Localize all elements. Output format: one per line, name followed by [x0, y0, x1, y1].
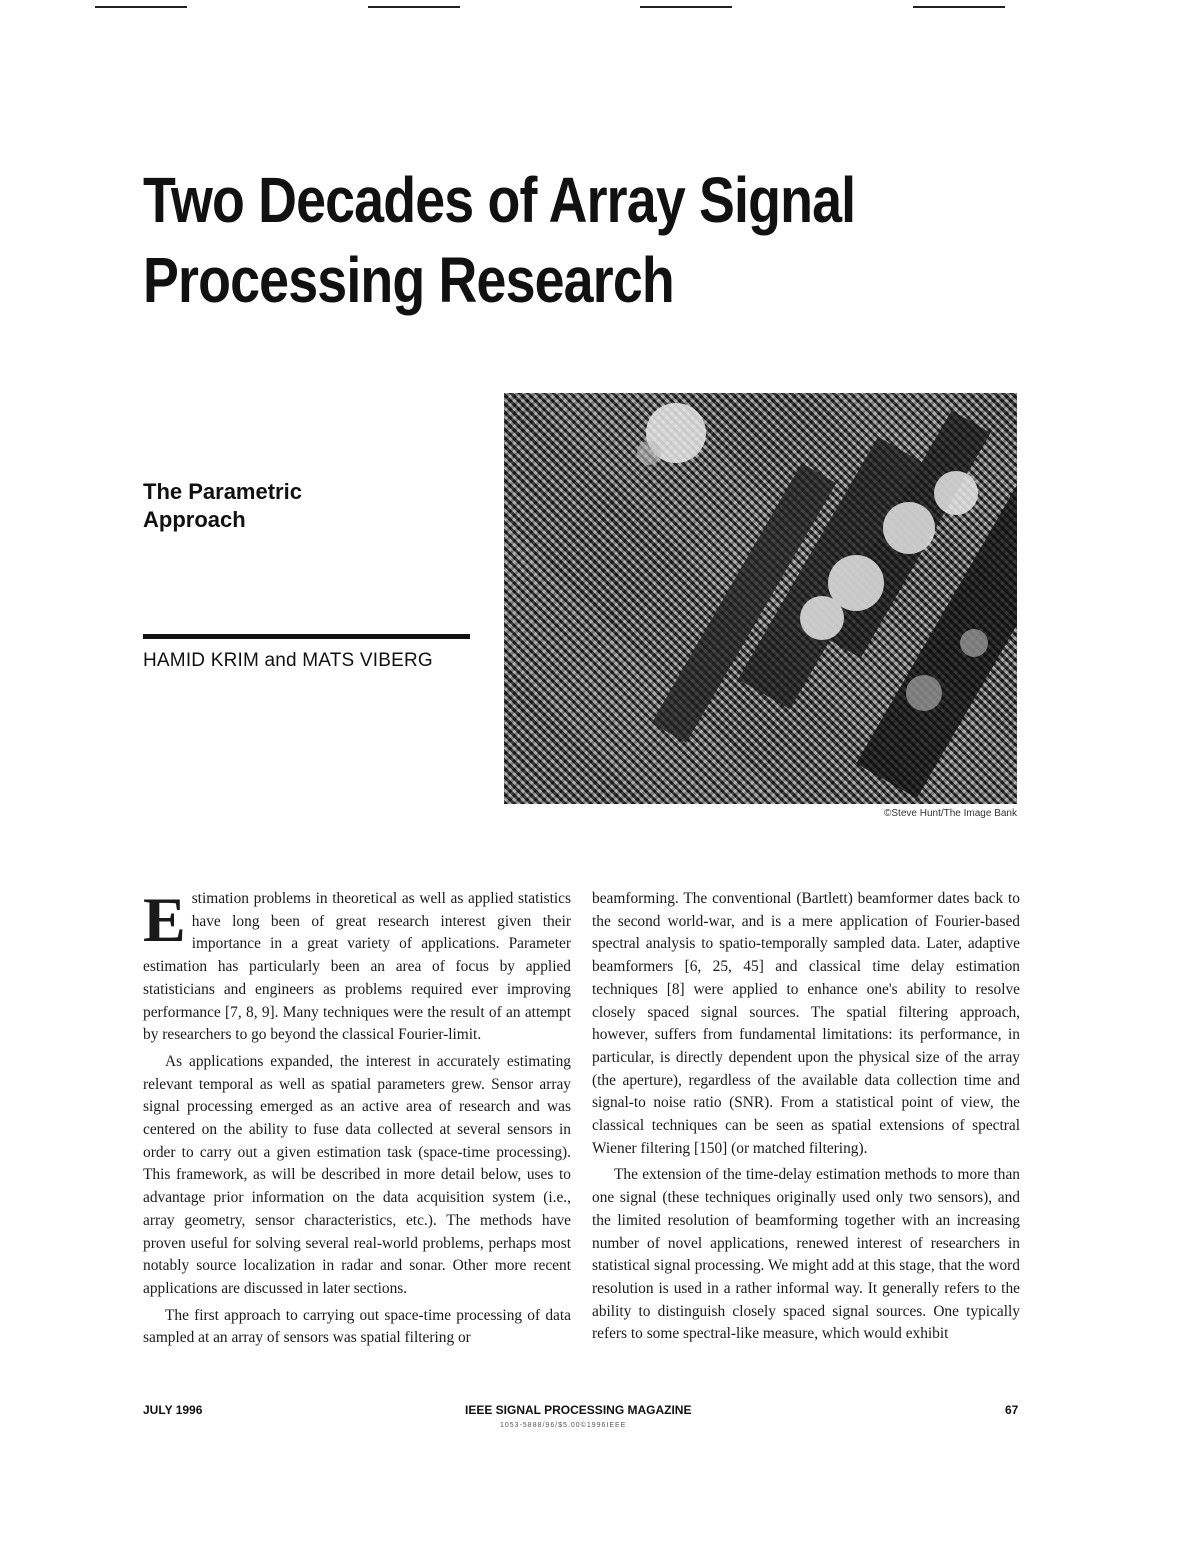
drop-cap: E — [143, 884, 186, 955]
footer-date: JULY 1996 — [143, 1403, 203, 1417]
article-illustration — [504, 393, 1017, 804]
paragraph-5: The extension of the time-delay estimation methods to more than one signal (these techniques originally used only two sensors), and the limited resolution of beamforming together with an increasing number of novel applications, renewed interest of researchers in statistical signal processing. We might add at this stage, that the word resolution is used in a rather informal way. It generally refers to the ability to distinguish closely spaced signal sources. One typically refers to some spectral-like measure, which would exhibit — [592, 1166, 1020, 1343]
footer-magazine: IEEE SIGNAL PROCESSING MAGAZINE — [465, 1403, 692, 1417]
top-rule-3 — [640, 6, 732, 8]
paragraph-1 — [143, 884, 571, 1047]
article-authors: HAMID KRIM and MATS VIBERG — [143, 650, 433, 671]
paragraph-4: beamforming. The conventional (Bartlett) beamformer dates back to the second world-war, and is a mere application of Fourier-based spectral analysis to spatio-temporally sampled data. Later, adaptive beamformers [6, 25, 45] and classical time delay estimation techniques [8] were applied to enhance one's ability to resolve closely spaced signal sources. The spatial filtering approach, however, suffers from fundamental limitations: its performance, in particular, is directly dependent upon the physical size of the array (the aperture), regardless of the available data collection time and signal-to noise ratio (SNR). From a statistical point of view, the classical techniques can be seen as spatial extensions of spectral Wiener filtering [150] (or matched filtering). — [592, 890, 1020, 1157]
body-column-left — [143, 884, 571, 1354]
photo-credit: ©Steve Hunt/The Image Bank — [884, 808, 1017, 819]
footer-page-number: 67 — [1005, 1403, 1019, 1417]
paragraph-1-text: stimation problems in theoretical as well as applied statistics have long been of great research interest given their importance in a great variety of applications. Parameter estimation has particularly been an area of focus by applied statisticians and engineers as problems required ever improving performance [7, 8, 9]. Many techniques were the result of an attempt by researchers to go beyond the classical Fourier-limit. — [143, 890, 571, 1044]
illustration-shapes — [504, 393, 1017, 804]
paragraph-3: The first approach to carrying out space-time processing of data sampled at an array of sensors was spatial filtering or — [143, 1306, 571, 1347]
top-rule-4 — [913, 6, 1005, 8]
top-rule-2 — [368, 6, 460, 8]
footer-code: 1053-5888/96/$5.00©1996IEEE — [500, 1422, 627, 1429]
article-subtitle: The Parametric Approach — [143, 479, 302, 532]
article-title: Two Decades of Array Signal Processing Research — [143, 164, 856, 316]
top-rule-1 — [95, 6, 187, 8]
author-rule — [143, 634, 470, 639]
paragraph-2: As applications expanded, the interest in accurately estimating relevant temporal as well as spatial parameters grew. Sensor array signal processing emerged as an active area of research and was centered on the ability to fuse data collected at several sensors in order to carry out a given estimation task (space-time processing). This framework, as will be described in more detail below, uses to advantage prior information on the data acquisition system (i.e., array geometry, sensor characteristics, etc.). The methods have proven useful for solving several real-world problems, perhaps most notably source localization in radar and sonar. Other more recent applications are discussed in later sections. — [143, 1052, 571, 1297]
body-column-right — [592, 888, 1020, 1350]
